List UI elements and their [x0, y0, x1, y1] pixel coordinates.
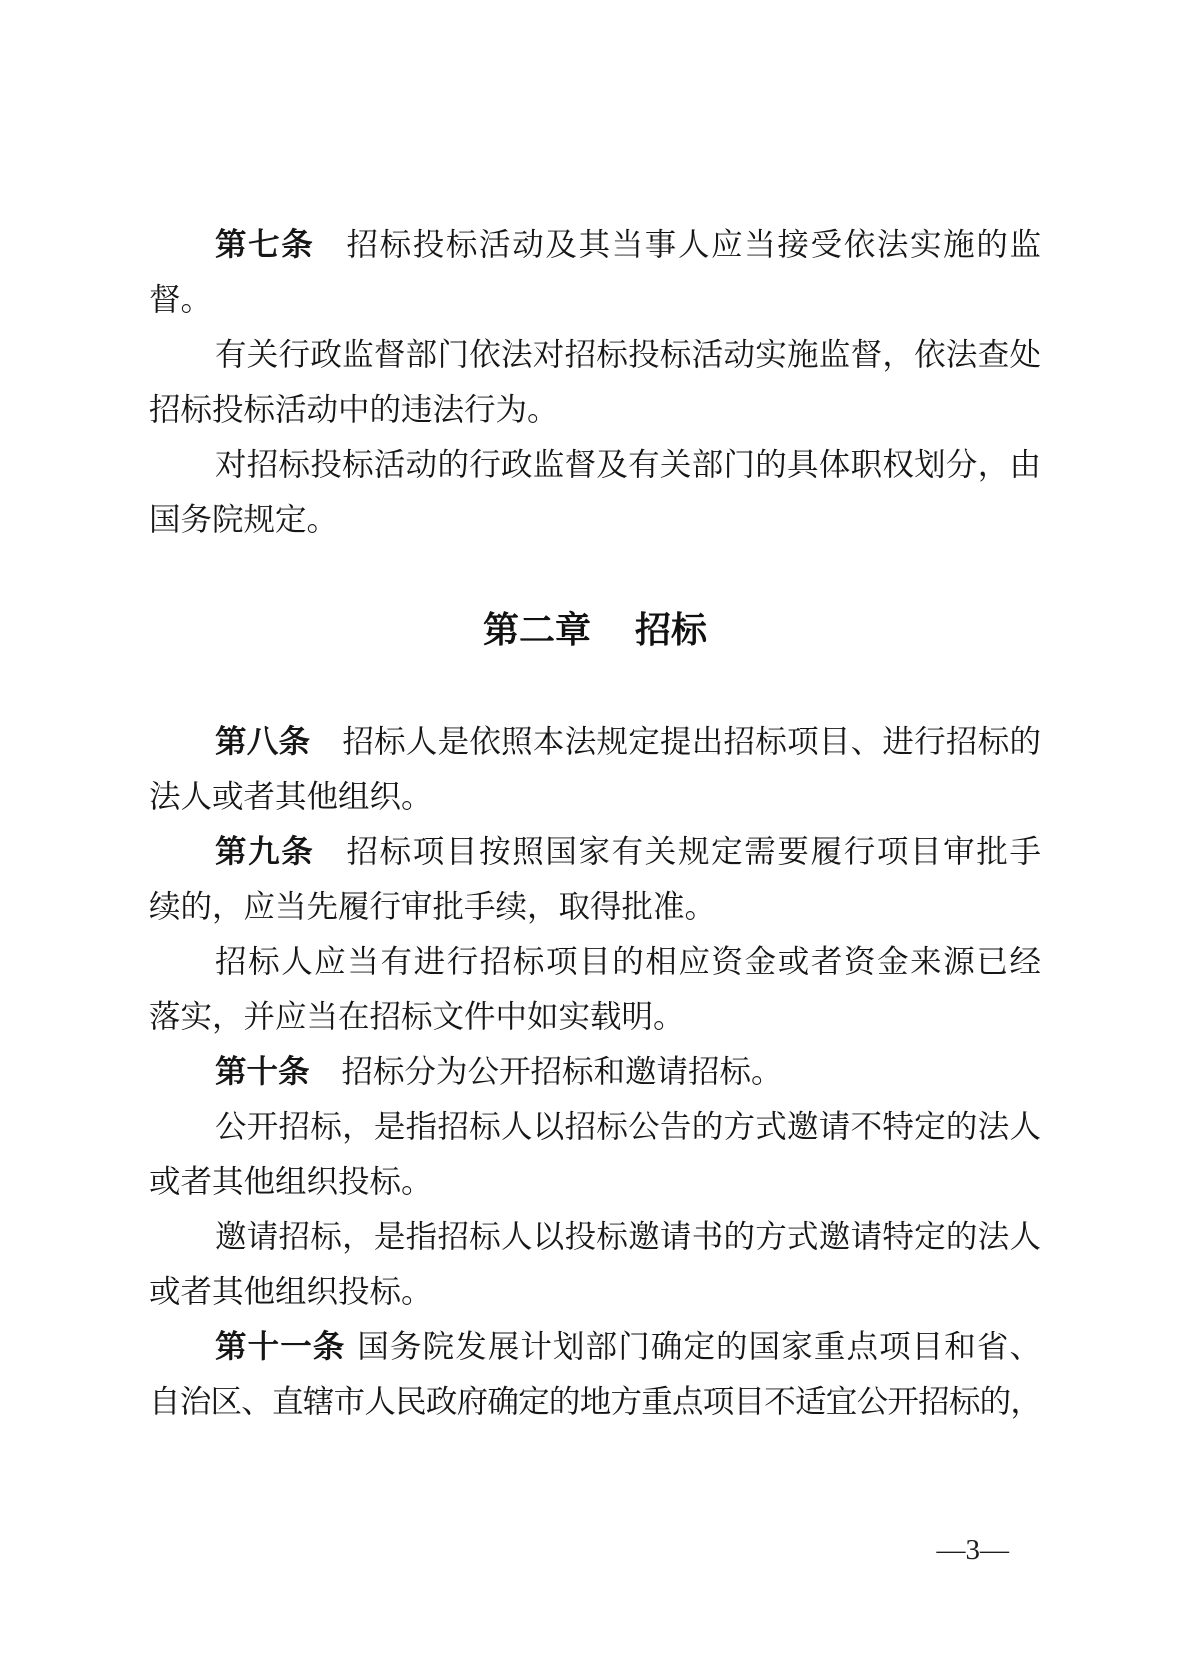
article-7-text: 招标投标活动及其当事人应当接受依法实施的监 [346, 227, 1041, 262]
text-line: 续的，应当先履行审批手续，取得批准。 [149, 889, 717, 924]
article-8-text: 招标人是依照本法规定提出招标项目、进行招标的 [342, 724, 1041, 759]
text-line: 落实，并应当在招标文件中如实载明。 [149, 999, 685, 1034]
text-line: 国务院规定。 [149, 502, 339, 537]
text-line: 招标人应当有进行招标项目的相应资金或者资金来源已经 [215, 944, 1041, 979]
text-line-article-9 [149, 824, 1041, 879]
chapter-number: 第二章 [482, 609, 591, 650]
article-11-number: 第十一条 [215, 1328, 346, 1364]
article-8-number: 第八条 [215, 723, 311, 759]
page-number: —3— [936, 1534, 1009, 1566]
text-line: 邀请招标，是指招标人以投标邀请书的方式邀请特定的法人 [215, 1219, 1041, 1254]
chapter-title: 招标 [635, 609, 708, 650]
text-line: 有关行政监督部门依法对招标投标活动实施监督，依法查处 [215, 337, 1041, 372]
text-line: 或者其他组织投标。 [149, 1164, 433, 1199]
text-line-article-7 [149, 217, 1041, 272]
article-10-text: 招标分为公开招标和邀请招标。 [341, 1054, 783, 1089]
text-line-article-8 [149, 714, 1041, 769]
text-line: 督。 [149, 282, 213, 317]
chapter-heading [149, 602, 1041, 657]
text-line: 自治区、直辖市人民政府确定的地方重点项目不适宜公开招标的， [149, 1384, 1041, 1419]
article-10-number: 第十条 [215, 1053, 310, 1089]
text-line-article-11 [149, 1319, 1041, 1374]
document-body [149, 217, 1041, 1429]
article-11-text: 国务院发展计划部门确定的国家重点项目和省、 [357, 1329, 1041, 1364]
article-9-text: 招标项目按照国家有关规定需要履行项目审批手 [346, 834, 1041, 869]
text-line: 法人或者其他组织。 [149, 779, 433, 814]
text-line: 对招标投标活动的行政监督及有关部门的具体职权划分，由 [215, 447, 1041, 482]
text-line-article-10 [149, 1044, 1041, 1099]
text-line: 或者其他组织投标。 [149, 1274, 433, 1309]
text-line: 招标投标活动中的违法行为。 [149, 392, 559, 427]
article-9-number: 第九条 [215, 833, 315, 869]
text-line: 公开招标，是指招标人以招标公告的方式邀请不特定的法人 [215, 1109, 1041, 1144]
article-7-number: 第七条 [215, 226, 315, 262]
